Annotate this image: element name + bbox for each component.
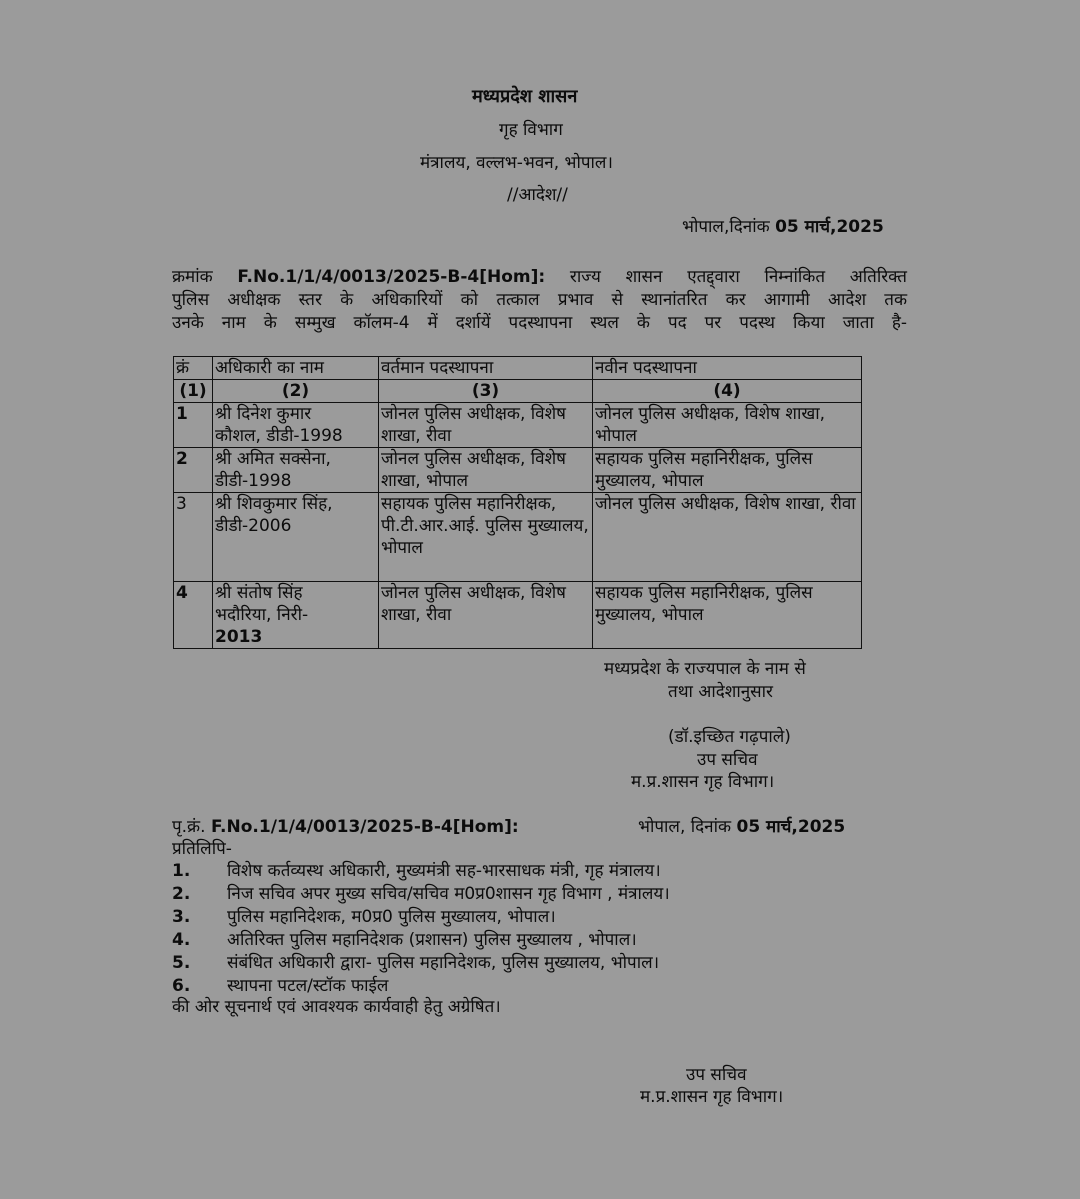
copy-recipient-list <box>172 860 872 998</box>
endorsement-label: पृ.क्रं. <box>172 817 206 837</box>
officer-name-line: भदौरिया, निरी- <box>215 605 309 625</box>
copy-label: प्रतिलिपि- <box>172 839 232 859</box>
column-number: (2) <box>213 380 379 403</box>
authority-line: मध्यप्रदेश के राज्यपाल के नाम से <box>604 659 806 679</box>
order-place-prefix: भोपाल,दिनांक <box>682 217 770 237</box>
officer-name-line: कौशल, डीडी-1998 <box>215 426 343 446</box>
row-current-posting: जोनल पुलिस अधीक्षक, विशेष शाखा, रीवा <box>379 403 593 448</box>
officer-name-line: डीडी-1998 <box>215 471 292 491</box>
authority-line: तथा आदेशानुसार <box>668 682 774 702</box>
row-current-posting: जोनल पुलिस अधीक्षक, विशेष शाखा, रीवा <box>379 582 593 649</box>
row-current-posting: सहायक पुलिस महानिरीक्षक, पी.टी.आर.आई. पुलिस मुख्यालय, भोपाल <box>379 493 593 582</box>
order-para-line2: पुलिस अधीक्षक स्तर के अधिकारियों को तत्काल प्रभाव से स्थानांतरित कर आगामी आदेश तक <box>172 290 907 310</box>
list-item <box>172 860 872 883</box>
list-item <box>172 906 872 929</box>
department-name: गृह विभाग <box>499 120 563 140</box>
list-item <box>172 975 872 998</box>
list-item-text: विशेष कर्तव्यस्थ अधिकारी, मुख्यमंत्री सह-भारसाधक मंत्री, गृह मंत्रालय। <box>227 861 661 881</box>
row-officer-name <box>213 493 379 582</box>
row-new-posting: सहायक पुलिस महानिरीक्षक, पुलिस मुख्यालय, भोपाल <box>593 448 862 493</box>
list-item-number: 6. <box>172 976 191 996</box>
kramank-label: क्रमांक <box>172 267 213 287</box>
column-number: (3) <box>379 380 593 403</box>
row-serial: 3 <box>174 493 213 582</box>
table-row <box>174 403 862 448</box>
order-para-line1-text: राज्य शासन एतद्द्वारा निम्नांकित अतिरिक्त <box>569 267 907 287</box>
footer-designation: उप सचिव <box>686 1065 747 1085</box>
table-row <box>174 582 862 649</box>
government-title: मध्यप्रदेश शासन <box>472 86 578 107</box>
officer-name-line: श्री दिनेश कुमार <box>215 404 312 424</box>
table-header-row <box>174 357 862 380</box>
table-row <box>174 448 862 493</box>
signatory-designation: उप सचिव <box>697 750 758 770</box>
order-title: //आदेश// <box>507 185 568 205</box>
list-item-number: 4. <box>172 930 191 950</box>
list-item-text: निज सचिव अपर मुख्य सचिव/सचिव म0प्र0शासन गृह विभाग , मंत्रालय। <box>227 884 670 904</box>
header-serial: क्रं <box>174 357 213 380</box>
endorsement-file-no: F.No.1/1/4/0013/2025-B-4[Hom]: <box>210 817 519 837</box>
list-item-text: अतिरिक्त पुलिस महानिदेशक (प्रशासन) पुलिस मुख्यालय , भोपाल। <box>227 930 637 950</box>
list-item <box>172 929 872 952</box>
row-current-posting: जोनल पुलिस अधीक्षक, विशेष शाखा, भोपाल <box>379 448 593 493</box>
order-para-line3: उनके नाम के सम्मुख कॉलम-4 में दर्शायें पदस्थापना स्थल के पद पर पदस्थ किया जाता है- <box>172 313 907 333</box>
row-new-posting: जोनल पुलिस अधीक्षक, विशेष शाखा, रीवा <box>593 493 862 582</box>
row-serial: 1 <box>174 403 213 448</box>
header-officer-name: अधिकारी का नाम <box>213 357 379 380</box>
row-serial: 4 <box>174 582 213 649</box>
table-column-number-row <box>174 380 862 403</box>
forwarding-note: की ओर सूचनार्थ एवं आवश्यक कार्यवाही हेतु अग्रेषित। <box>172 997 501 1017</box>
order-place-date <box>682 216 884 238</box>
row-officer-name <box>213 448 379 493</box>
list-item-number: 5. <box>172 953 191 973</box>
signatory-office: म.प्र.शासन गृह विभाग। <box>631 772 775 792</box>
office-address: मंत्रालय, वल्लभ-भवन, भोपाल। <box>420 153 613 173</box>
row-officer-name <box>213 582 379 649</box>
officer-name-line: श्री शिवकुमार सिंह, <box>215 494 333 514</box>
row-serial: 2 <box>174 448 213 493</box>
list-item-text: पुलिस महानिदेशक, म0प्र0 पुलिस मुख्यालय, भोपाल। <box>227 907 556 927</box>
table-row <box>174 493 862 582</box>
endorsement-ref <box>172 816 519 838</box>
transfer-table <box>173 356 862 649</box>
endorsement-place-date <box>638 816 845 838</box>
endorsement-date: 05 मार्च,2025 <box>736 817 846 837</box>
officer-name-line: 2013 <box>215 627 263 647</box>
order-file-no: F.No.1/1/4/0013/2025-B-4[Hom]: <box>237 267 546 287</box>
header-current-posting: वर्तमान पदस्थापना <box>379 357 593 380</box>
list-item <box>172 883 872 906</box>
officer-name-line: श्री संतोष सिंह <box>215 583 303 603</box>
list-item-number: 1. <box>172 861 191 881</box>
order-para-line1 <box>172 266 907 288</box>
list-item-number: 3. <box>172 907 191 927</box>
column-number: (4) <box>593 380 862 403</box>
list-item-text: स्थापना पटल/स्टॉक फाईल <box>227 976 389 996</box>
row-new-posting: सहायक पुलिस महानिरीक्षक, पुलिस मुख्यालय, भोपाल <box>593 582 862 649</box>
order-date: 05 मार्च,2025 <box>775 217 884 237</box>
endorsement-place-prefix: भोपाल, दिनांक <box>638 817 732 837</box>
column-number: (1) <box>174 380 213 403</box>
list-item <box>172 952 872 975</box>
officer-name-line: श्री अमित सक्सेना, <box>215 449 331 469</box>
signatory-name: (डॉ.इच्छित गढ़पाले) <box>668 727 791 747</box>
footer-office: म.प्र.शासन गृह विभाग। <box>640 1087 784 1107</box>
header-new-posting: नवीन पदस्थापना <box>593 357 862 380</box>
row-officer-name <box>213 403 379 448</box>
row-new-posting: जोनल पुलिस अधीक्षक, विशेष शाखा, भोपाल <box>593 403 862 448</box>
list-item-number: 2. <box>172 884 191 904</box>
list-item-text: संबंधित अधिकारी द्वारा- पुलिस महानिदेशक, पुलिस मुख्यालय, भोपाल। <box>227 953 660 973</box>
officer-name-line: डीडी-2006 <box>215 516 292 536</box>
